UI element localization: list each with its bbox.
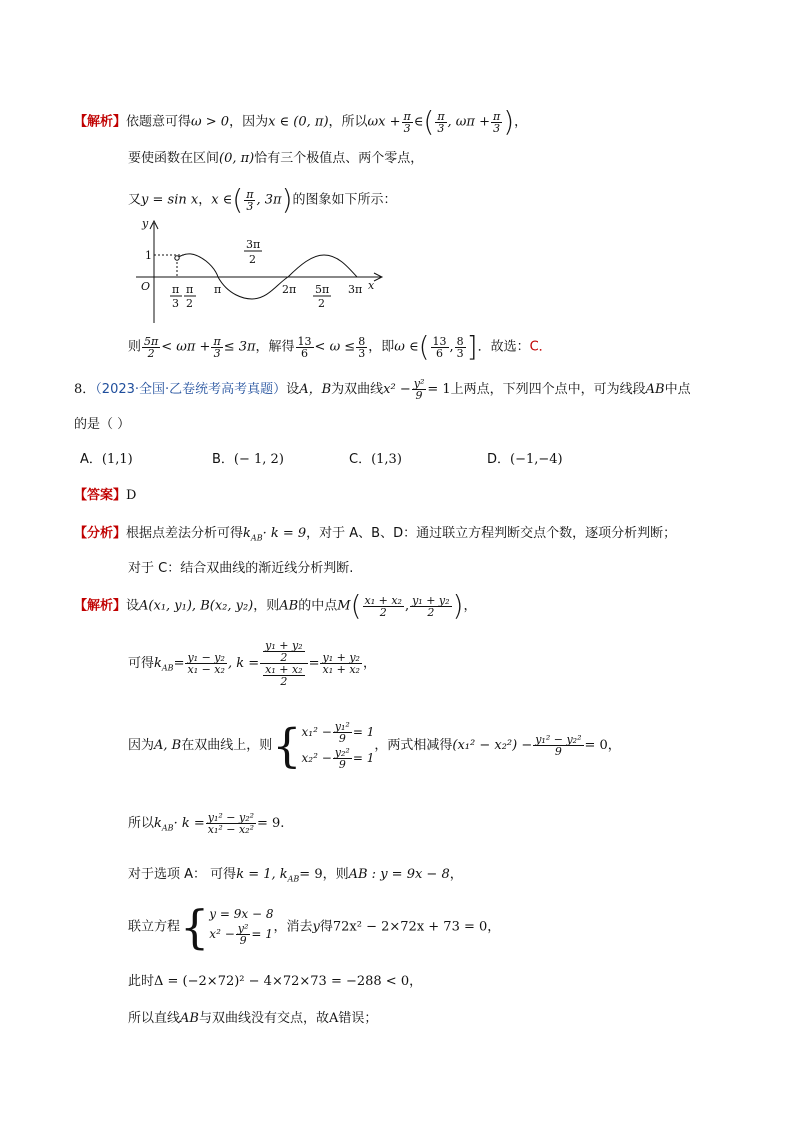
text: 上两点，下列四个点中，可为线段 [450,382,646,397]
problem-source-link[interactable]: 2023·全国·乙卷统考高考真题 [101,382,274,397]
text: ， [449,867,463,882]
math: (0, π) [219,151,255,166]
text: 要使函数在区间 [128,151,220,166]
text: 又 [128,192,142,208]
text: 的中点 [298,598,338,614]
math: · k = 9 [262,526,307,541]
math: k [243,526,251,541]
text: 设 [126,598,140,614]
text: 联立方程 [128,919,181,935]
option-value: (− 1, 2) [233,452,284,467]
math: AB [180,1011,199,1026]
math: , k = [227,656,260,671]
solution8-line-5 [128,868,463,884]
text: 错误； [338,1011,378,1026]
tick-pi2-den: 2 [186,297,193,310]
text: 恰有三个极值点、两个零点， [254,151,424,166]
math: A(x₁, y₁), B(x₂, y₂) [139,598,254,614]
text: ，因为 [229,114,269,130]
analysis-line-1 [74,527,676,543]
math: ω ∈ [394,339,419,355]
fraction: $\frac{\pi}{3}$ [403,109,411,135]
solution-line-4: 则 $\frac{5\pi}{2}$ < ωπ + $\frac{\pi}{3}$ ≤ 3π，解得 $\frac{13}{6}$ < ω ≤ $\frac{8}{3}$ ，即ω ∈( $\frac{13}{6}$ , $\frac{8}{3}$ ]．故选：C． [128,330,552,363]
brace: { [272,718,302,773]
math: · k = [173,816,205,831]
text: ， [362,656,376,671]
solution8-line-7 [128,975,422,988]
text: 此时 [128,974,155,989]
tick-pi3-num: π [172,283,180,296]
text: ，两式相减得 [374,738,453,753]
option-b[interactable] [212,453,284,466]
text: 所以直线 [128,1011,181,1026]
option-label: A． [80,452,102,467]
math: x ∈ (0, π) [268,114,329,130]
text: 与双曲线没有交点，故 [198,1011,329,1026]
tick-5pi2-den: 2 [318,297,325,310]
math: AB : y = 9x − 8 [348,867,450,882]
paren: ] [466,330,478,363]
text: ．故选： [477,339,530,355]
solution-tag: 【解析】 [74,114,127,130]
option-value: (1,3) [371,452,402,467]
tick-5pi2-num: 5π [315,283,330,296]
math: y = sin x [141,192,199,208]
tick-3pi2-den: 2 [249,253,256,266]
source-open: （ [95,382,102,397]
fraction: $\frac{\text{y₁² − y₂²}}{\text{x₁² − x₂²}}$ [207,811,255,836]
math: A [328,1011,339,1026]
paren: ) [503,105,515,138]
text: ， [607,738,621,753]
option-c[interactable] [349,453,402,466]
fraction: $\frac{8}{3}$ [358,334,366,360]
text: ，即 [368,339,395,355]
math: Δ = (−2×72)² − 4×72×73 = −288 < 0 [154,974,410,989]
math: ωx + [367,114,401,130]
solution-line-3 [128,183,397,216]
paren: ) [452,589,464,622]
solution8-line-3 [128,718,621,773]
option-d[interactable] [487,453,563,466]
solution8-line-8 [128,1012,377,1025]
option-value: (−1,−4) [510,452,563,467]
math: , 3π [256,192,282,208]
math: k [154,816,162,831]
math: = 0 [584,738,608,753]
paren: ( [423,105,435,138]
solution8-line-2 [128,640,376,687]
y-label: y [142,217,149,230]
solution8-line-4 [128,812,284,835]
text: 根据点差法分析可得 [126,526,244,541]
math: = 9. [257,816,285,831]
text: ， [514,114,528,130]
subscript: AB [161,823,174,833]
math: ω > 0 [191,114,230,130]
answer-line [74,489,136,502]
math: = 9 [299,867,323,882]
text: 设 [286,382,300,397]
text: ，则 [253,598,280,614]
answer-tag: 【答案】 [74,488,127,503]
math: A, B [154,738,182,753]
text: 为双曲线 [331,382,384,397]
tick-3pi: 3π [348,283,363,296]
text: 中点 [664,382,691,397]
problem-8-line-2 [74,418,130,431]
math: AB [645,382,665,397]
math: 72x² − 2×72x + 73 = 0 [332,919,488,935]
fraction: $\frac{\text{x₁ + x₂}}{2}$ [364,593,402,619]
text: ，则 [322,867,349,882]
fraction: $\frac{13}{6}$ [297,334,312,360]
math: = [308,656,320,671]
text: 因为 [128,738,155,753]
fraction: $\frac{\pi}{3}$ [213,334,221,360]
text: 对于 C：结合双曲线的渐近线分析判断. [128,561,354,576]
complex-fraction: $\frac{\frac{\text{y₁ + y₂}}{2}}{\frac{\text{x₁ + x₂}}{2}}$ [260,640,307,687]
fraction: $\frac{\pi}{3}$ [246,187,254,213]
math: ≤ 3π [223,339,256,355]
text: 可得 [210,867,237,882]
text: 所以 [128,816,155,831]
text: 对于选项 A： [128,867,207,882]
math: , ωπ + [447,114,490,130]
option-value: (1,1) [101,452,133,467]
subscript: AB [250,533,263,543]
sine-graph [128,215,393,325]
text: 的图象如下所示： [292,192,397,208]
math: A，B [299,382,332,397]
fraction: $\frac{\pi}{3}$ [492,109,501,135]
fraction: $\frac{13}{6}$ [432,334,447,360]
solution8-line-6 [128,900,501,954]
subscript: AB [287,874,300,884]
text: ， [487,919,501,935]
text: ，消去 [273,919,313,935]
tick-pi3-den: 3 [172,297,179,310]
solution8-line-1: 【解析】设A(x₁, y₁), B(x₂, y₂)，则AB的中点M( $\frac{\text{x₁ + x₂}}{2}$ , $\frac{\text{y₁ + y₂}}{2}$ )， [74,589,477,622]
solution-line-2 [128,152,423,165]
solution-tag: 【解析】 [74,598,127,614]
tick-pi2-num: π [186,283,194,296]
math: < ωπ + [161,339,211,355]
math: x ∈ [211,192,233,208]
math: k [154,656,162,671]
paren: ( [418,330,430,363]
paren: ( [232,183,244,216]
text: 得 [319,919,333,935]
text: ， [198,192,212,208]
one-label: 1 [145,249,152,262]
math: = 1 [427,382,451,397]
fraction: $\frac{\text{y₁ + y₂}}{\text{x₁ + x₂}}$ [322,651,360,676]
x-label: x [368,279,375,292]
text: ，所以 [328,114,368,130]
math: AB [279,598,299,614]
option-a[interactable] [80,453,133,466]
origin-label: O [141,280,151,293]
fraction: $\frac{5\pi}{2}$ [144,334,159,360]
text: ，解得 [255,339,295,355]
text: 则 [128,339,142,355]
open-point [175,256,179,260]
fraction: $\frac{8}{3}$ [456,334,464,360]
sine-curve [177,254,357,299]
math: (x₁² − x₂²) − [452,738,533,753]
text: ， [463,598,477,614]
subscript: AB [161,663,174,673]
math: < ω ≤ [314,339,356,355]
fraction: $\frac{\text{y₁ − y₂}}{\text{x₁ − x₂}}$ [187,651,225,676]
option-label: B． [212,452,234,467]
text: ， [409,974,423,989]
tick-3pi2-num: 3π [246,238,261,251]
text: 依题意可得 [126,114,192,130]
answer-choice: C． [529,339,552,355]
math: = [173,656,185,671]
source-close: ） [273,382,287,397]
equation-system: y = 9x − 8 x² − $\frac{\text{y²}}{9}$ = 1 [209,907,274,947]
fraction: $\frac{\pi}{3}$ [437,109,445,135]
text: ，对于 A、B、D：通过联立方程判断交点个数，逐项分析判断； [306,526,677,541]
option-label: D． [487,452,511,467]
equation-system: x₁² − $\frac{\text{y₁²}}{9}$ = 1 x₂² − $\frac{\text{y₂²}}{9}$ = 1 [301,720,375,771]
problem-number: 8． [74,382,96,397]
paren: ) [281,183,293,216]
answer-value: D [126,488,137,503]
text: 的是（ ） [74,417,131,432]
math: ∈ [413,114,424,130]
math: x² − [383,382,411,397]
math: y [312,919,320,935]
text: 在双曲线上，则 [181,738,273,753]
option-label: C． [349,452,372,467]
problem-8-line-1 [74,378,691,401]
tick-pi: π [214,283,222,296]
math: k = 1, k [236,867,288,882]
fraction: $\frac{\text{y₁ + y₂}}{2}$ [412,593,450,619]
tick-2pi: 2π [282,283,297,296]
text: 可得 [128,656,155,671]
fraction: $\frac{\text{y₁² − y₂²}}{9}$ [535,733,582,758]
analysis-line-2 [128,562,353,575]
analysis-tag: 【分析】 [74,526,127,541]
fraction: $\frac{\text{y²}}{9}$ [413,377,425,402]
brace: { [180,900,210,954]
solution-line-1 [74,105,528,138]
paren: ( [350,589,362,622]
math: M [337,598,351,614]
